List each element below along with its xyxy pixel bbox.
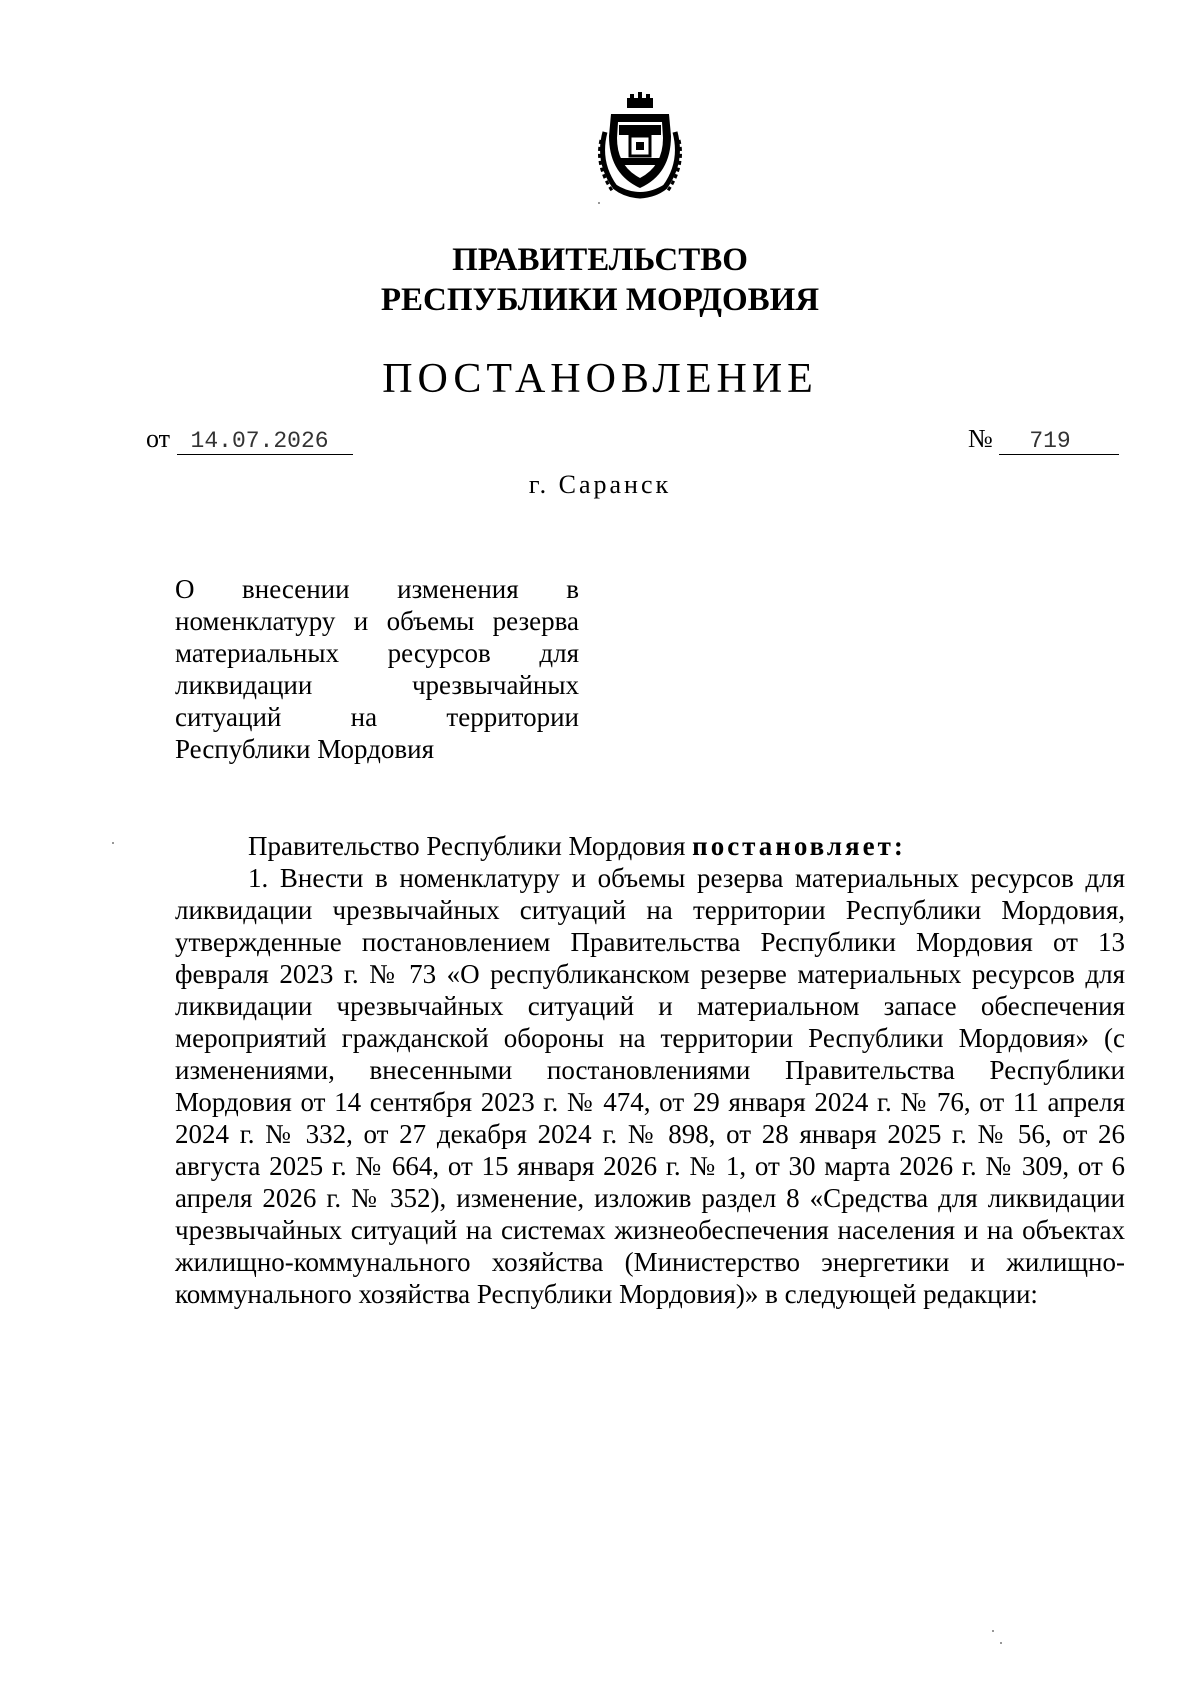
number-line: [968, 423, 1119, 455]
document-date: 14.07.2026: [177, 428, 353, 455]
preamble-paragraph: [175, 830, 1125, 862]
document-body: [175, 830, 1125, 1310]
document-subject: О внесении изменения в номенклатуру и объемы резерва материальных ресурсов для ликвидации чрезвычайных ситуаций на территории Республики Мордовия: [175, 574, 579, 764]
number-prefix: №: [968, 424, 993, 453]
date-line: [146, 423, 353, 455]
item-1-paragraph: 1. Внести в номенклатуру и объемы резерва материальных ресурсов для ликвидации чрезвычайных ситуаций на территории Республики Мордовия, утвержденные постановлением Правительства Республики Мордовия от 13 февраля 2023 г. № 73 «О республиканском резерве материальных ресурсов для ликвидации чрезвычайных ситуаций и материальном запасе обеспечения мероприятий гражданской обороны на территории Республики Мордовия» (с изменениями, внесенными постановлениями Правительства Республики Мордовия от 14 сентября 2023 г. № 474, от 29 января 2024 г. № 76, от 11 апреля 2024 г. № 332, от 27 декабря 2024 г. № 898, от 28 января 2025 г. № 56, от 26 августа 2025 г. № 664, от 15 января 2026 г. № 1, от 30 марта 2026 г. № 309, от 6 апреля 2026 г. № 352), изменение, изложив раздел 8 «Средства для ликвидации чрезвычайных ситуаций на системах жизнеобеспечения населения и на объектах жилищно-коммунального хозяйства (Министерство энергетики и жилищно-коммунального хозяйства Республики Мордовия)» в следующей редакции:: [175, 863, 1125, 1309]
coat-of-arms-icon: [585, 92, 695, 202]
document-type: ПОСТАНОВЛЕНИЕ: [382, 356, 818, 402]
city: г. Саранск: [528, 470, 672, 499]
date-prefix: от: [146, 424, 171, 453]
preamble-text: Правительство Республики Мордовия: [248, 831, 693, 861]
government-title-line1: ПРАВИТЕЛЬСТВО: [452, 242, 748, 278]
scan-speck: [598, 202, 600, 204]
scan-speck: [1000, 1642, 1002, 1644]
document-number: 719: [999, 428, 1118, 455]
scan-speck: [992, 1630, 994, 1632]
government-title-line2: РЕСПУБЛИКИ МОРДОВИЯ: [380, 282, 820, 318]
decree-word: постановляет:: [692, 831, 906, 861]
scan-speck: [112, 842, 114, 844]
